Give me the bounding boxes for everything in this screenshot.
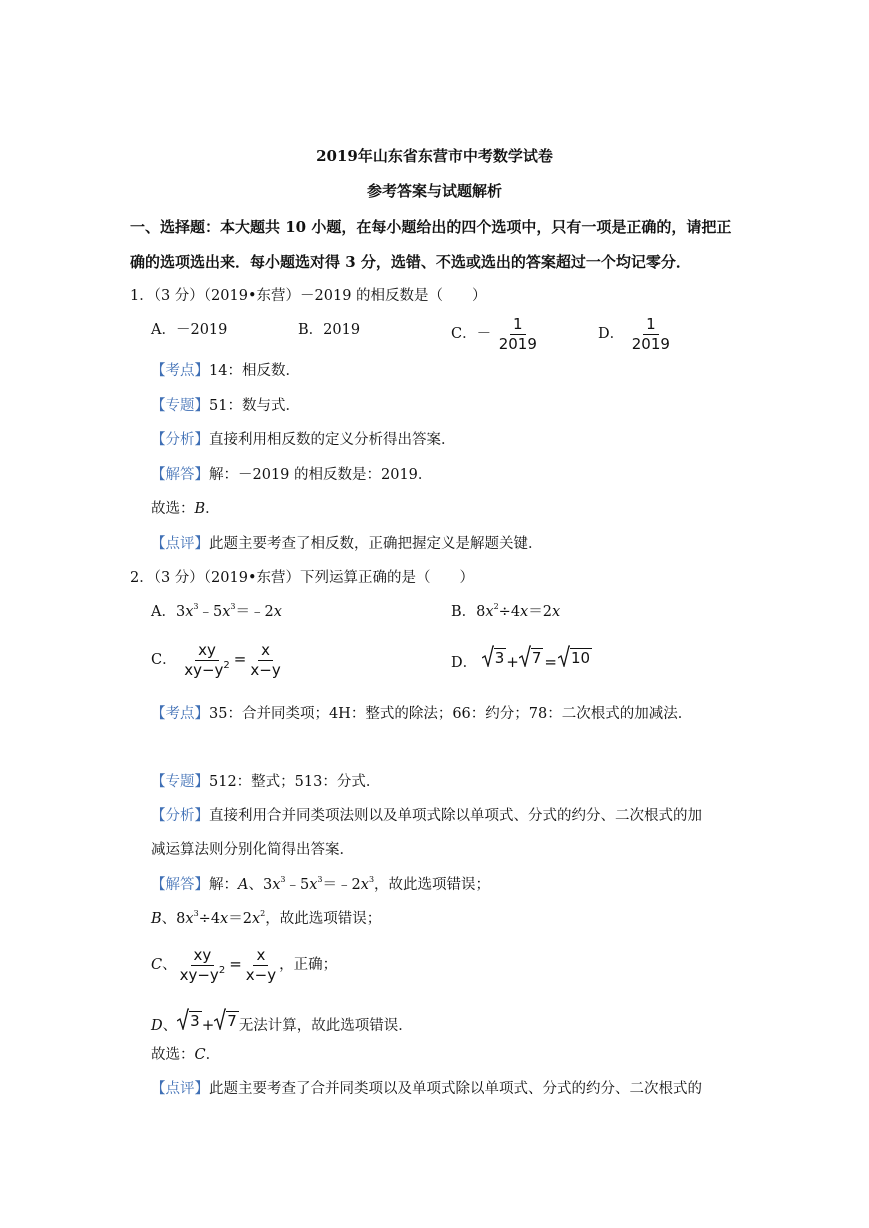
- zhuanti-tag: 【专题】: [151, 774, 209, 790]
- zhuanti-text: 51：数与式．: [209, 398, 300, 414]
- fraction-denominator: $xy-y^2$: [179, 964, 226, 984]
- section-heading-line2: 确的选项选出来．每小题选对得 3 分，选错、不选或选出的答案超过一个均记零分．: [130, 253, 691, 271]
- sqrt-3: 3: [177, 1008, 202, 1030]
- jieda-d-end: 无法计算，故此选项错误．: [238, 1018, 413, 1034]
- q2-jieda-c: C、 $\frac{xy}{xy-y^2}$ = $\frac{x}{x-y}$ ，正确；: [151, 945, 338, 984]
- q2-option-c-right-fraction: [247, 642, 283, 679]
- q2-option-d-label: D．: [451, 655, 478, 671]
- q1-option-b: B．2019: [298, 322, 361, 338]
- answer-label: 故选：: [151, 1047, 195, 1063]
- fenxi-tag: 【分析】: [151, 432, 209, 448]
- q1-option-c-fraction: [496, 316, 540, 353]
- q2-option-b-label: B．: [451, 604, 477, 620]
- dianping-tag: 【点评】: [151, 536, 209, 552]
- q1-dianping: [151, 534, 543, 554]
- q2-answer: [151, 1045, 220, 1065]
- q2-fenxi-line1: [151, 806, 702, 826]
- q2-option-d: [451, 645, 592, 676]
- jieda-a-end: ，故此选项错误；: [374, 877, 491, 893]
- q1-option-d-label: D．: [598, 326, 625, 342]
- q2-option-c-left-fraction: [181, 642, 233, 679]
- q1-fenxi: [151, 430, 456, 450]
- fenxi-text: 直接利用合并同类项法则以及单项式除以单项式、分式的约分、二次根式的加: [209, 808, 702, 824]
- sqrt-10: 10: [558, 645, 592, 667]
- q1-option-a: A．－2019: [151, 322, 228, 338]
- dianping-text: 此题主要考查了相反数，正确把握定义是解题关键．: [209, 536, 543, 552]
- answer-end: ．: [205, 501, 220, 517]
- q2-jieda-c-left-fraction: [177, 947, 229, 984]
- zhuanti-tag: 【专题】: [151, 398, 209, 414]
- jieda-tag: 【解答】: [151, 877, 209, 893]
- page-title: 2019年山东省东营市中考数学试卷: [316, 147, 553, 165]
- sqrt-7: 7: [214, 1008, 239, 1030]
- fraction-numerator: xy: [191, 947, 215, 966]
- plus-sign: +: [506, 653, 519, 671]
- q2-stem: 2．（3 分）（2019•东营）下列运算正确的是（ ）: [130, 570, 475, 586]
- sqrt-7: 7: [519, 645, 544, 667]
- q2-jieda-b: B、$8x^3\div 4x=2x^2$，故此选项错误；: [151, 909, 382, 927]
- fenxi-tag: 【分析】: [151, 808, 209, 824]
- q1-kaodian: [151, 361, 300, 381]
- equals-sign: =: [544, 653, 557, 671]
- zhuanti-text: 512：整式；513：分式．: [209, 774, 381, 790]
- page-subtitle: 参考答案与试题解析: [366, 182, 502, 200]
- q2-fenxi-line2: 减运算法则分别化简得出答案．: [151, 842, 354, 858]
- section-heading-line1: 一、选择题：本大题共 10 小题，在每小题给出的四个选项中，只有一项是正确的，请把正: [130, 218, 732, 236]
- jieda-c-end: ，正确；: [279, 957, 338, 973]
- kaodian-text: 35：合并同类项；4H：整式的除法；66：约分；78：二次根式的加减法．: [209, 706, 693, 722]
- kaodian-text: 14：相反数．: [209, 363, 300, 379]
- fraction-numerator: x: [253, 947, 268, 966]
- q1-jieda: [151, 465, 432, 485]
- q2-zhuanti: [151, 772, 380, 792]
- q2-dianping: [151, 1079, 702, 1099]
- fenxi-text: 直接利用相反数的定义分析得出答案．: [209, 432, 456, 448]
- dianping-tag: 【点评】: [151, 1081, 209, 1097]
- q2-option-b: B．$8x^2\div 4x=2x$: [451, 602, 561, 620]
- answer-label: 故选：: [151, 501, 195, 517]
- fraction-denominator: 2019: [498, 334, 537, 353]
- q1-stem: 1．（3 分）（2019•东营）－2019 的相反数是（ ）: [130, 288, 487, 304]
- jieda-prefix: 解：: [209, 877, 238, 893]
- answer-choice: C: [194, 1047, 206, 1063]
- q1-option-d-fraction: [629, 316, 673, 353]
- jieda-text: 解：－2019 的相反数是：2019．: [209, 467, 433, 483]
- q2-jieda-c-right-fraction: [243, 947, 279, 984]
- equals-sign: =: [233, 650, 247, 668]
- fraction-numerator: 1: [643, 316, 659, 335]
- q2-jieda-d: D、 3 + 7 无法计算，故此选项错误．: [151, 1008, 413, 1039]
- jieda-tag: 【解答】: [151, 467, 209, 483]
- sqrt-3: 3: [482, 645, 507, 667]
- q2-option-a-label: A．: [151, 604, 176, 620]
- answer-choice: B: [194, 501, 206, 517]
- q2-option-c: [151, 639, 284, 680]
- fraction-numerator: x: [258, 642, 273, 661]
- q1-option-c-label: C．－: [451, 326, 492, 342]
- answer-end: ．: [205, 1047, 221, 1063]
- kaodian-tag: 【考点】: [151, 706, 209, 722]
- fraction-denominator: x−y: [245, 965, 277, 984]
- q1-answer: [151, 499, 220, 519]
- fraction-numerator: 1: [510, 316, 526, 335]
- jieda-b-end: ，故此选项错误；: [265, 911, 382, 927]
- q2-option-c-label: C．: [151, 652, 177, 668]
- fraction-numerator: xy: [195, 642, 219, 661]
- kaodian-tag: 【考点】: [151, 363, 209, 379]
- fraction-denominator: $xy-y^2$: [184, 659, 230, 679]
- q2-jieda-a: 【解答】解：A、$3x^3﹣5x^3=﹣2x^3$，故此选项错误；: [151, 875, 491, 893]
- plus-sign: +: [201, 1016, 215, 1034]
- dianping-text: 此题主要考查了合并同类项以及单项式除以单项式、分式的约分、二次根式的: [209, 1081, 702, 1097]
- q2-option-a: A．$3x^3﹣5x^3=﹣2x$: [151, 602, 282, 620]
- equals-sign: =: [229, 955, 242, 973]
- q2-kaodian: [151, 704, 692, 724]
- fraction-denominator: 2019: [631, 334, 670, 353]
- fraction-denominator: x−y: [250, 660, 281, 679]
- q1-zhuanti: [151, 396, 300, 416]
- q1-option-c: [451, 314, 540, 354]
- q1-option-d: [598, 314, 673, 354]
